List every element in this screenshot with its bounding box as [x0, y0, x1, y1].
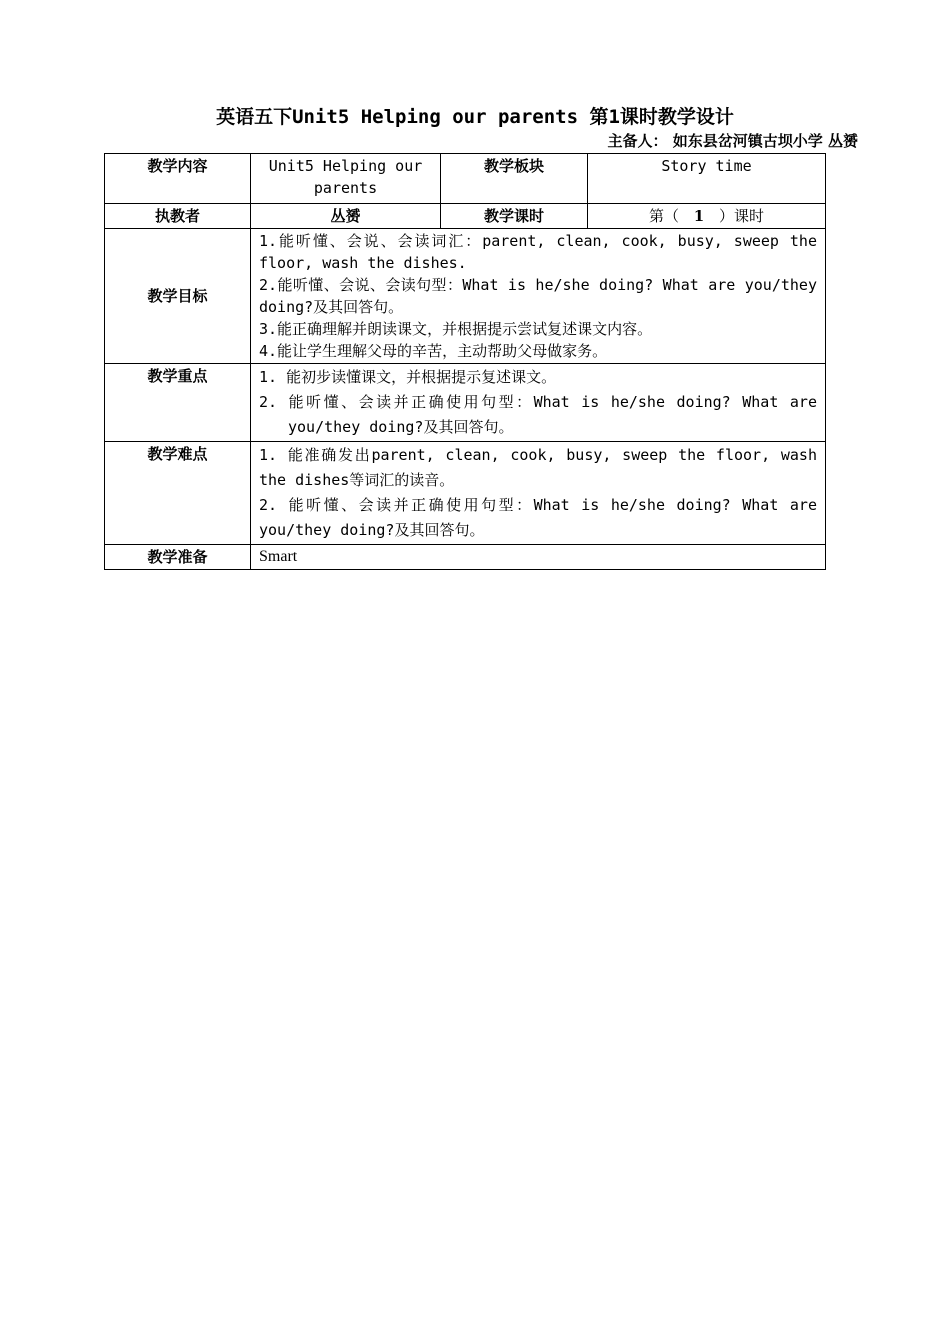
key-label: 教学重点 — [105, 364, 251, 442]
period-number: 1 — [693, 207, 705, 225]
goal-item: 3.能正确理解并朗读课文，并根据提示尝试复述课文内容。 — [259, 320, 653, 338]
content-value: Unit5 Helping our parents — [251, 154, 441, 204]
period-prefix: 第（ — [648, 207, 679, 225]
difficult-point-item: 2. 能听懂、会读并正确使用句型：What is he/she doing? What are you/they doing?及其回答句。 — [259, 496, 817, 539]
row-content — [105, 154, 826, 204]
row-goals — [105, 229, 826, 364]
module-label: 教学板块 — [441, 154, 588, 204]
row-teacher — [105, 204, 826, 229]
period-label: 教学课时 — [441, 204, 588, 229]
lesson-plan-table — [104, 153, 826, 570]
teacher-label: 执教者 — [105, 204, 251, 229]
goal-item: 4.能让学生理解父母的辛苦，主动帮助父母做家务。 — [259, 342, 608, 360]
row-preparation — [105, 545, 826, 570]
difficult-cell — [251, 442, 826, 545]
key-point-item: 2. 能听懂、会读并正确使用句型：What is he/she doing? What are you/they doing?及其回答句。 — [259, 393, 817, 436]
document-title: 英语五下Unit5 Helping our parents 第1课时教学设计 — [216, 106, 734, 128]
key-point-item: 1. 能初步读懂课文，并根据提示复述课文。 — [259, 368, 557, 386]
content-label: 教学内容 — [105, 154, 251, 204]
teacher-value: 丛赟 — [251, 204, 441, 229]
row-difficult-points — [105, 442, 826, 545]
row-key-points — [105, 364, 826, 442]
prep-value: Smart — [251, 545, 826, 570]
goals-label: 教学目标 — [105, 229, 251, 364]
goals-cell — [251, 229, 826, 364]
goal-item: 2.能听懂、会说、会读句型：What is he/she doing? What are you/they doing?及其回答句。 — [259, 276, 817, 316]
author-line: 主备人： 如东县岔河镇古坝小学 丛赟 — [607, 132, 858, 150]
period-value — [588, 204, 826, 229]
key-cell — [251, 364, 826, 442]
difficult-point-item: 1. 能准确发出parent, clean, cook, busy, sweep the floor, wash the dishes等词汇的读音。 — [259, 446, 817, 489]
prep-label: 教学准备 — [105, 545, 251, 570]
difficult-label: 教学难点 — [105, 442, 251, 545]
module-value: Story time — [588, 154, 826, 204]
period-suffix: ）课时 — [719, 207, 765, 225]
goal-item: 1.能听懂、会说、会读词汇：parent, clean, cook, busy, sweep the floor, wash the dishes. — [259, 232, 817, 272]
